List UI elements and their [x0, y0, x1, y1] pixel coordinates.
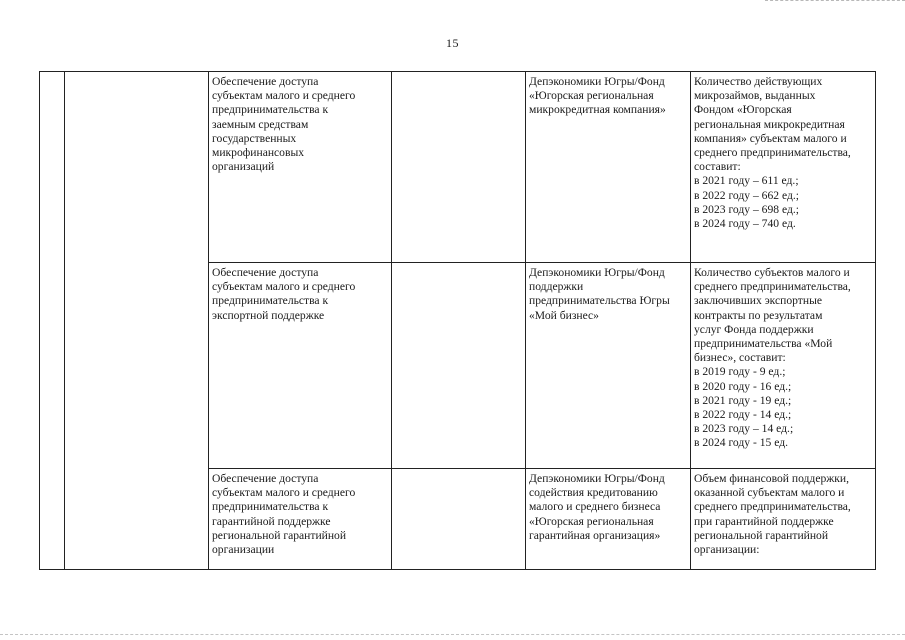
result-cell: [691, 469, 876, 570]
result-year-item: в 2022 году – 662 ед.;: [694, 188, 799, 202]
result-year-item: в 2022 году - 14 ед.;: [694, 408, 792, 422]
result-year-item: в 2020 году - 16 ед.;: [694, 379, 792, 393]
task-column-cell: [65, 72, 209, 570]
executor-cell: [526, 263, 691, 469]
executor-text: Депэкономики Югры/Фонд «Югорская региональная микрокредитная компания»: [529, 75, 666, 117]
result-year-item: в 2024 году - 15 ед.: [694, 436, 789, 450]
result-intro-text: Объем финансовой поддержки, оказанной субъектам малого и среднего предпринимательства, при гарантийной поддержке региональной гарантийной организации:: [694, 472, 851, 557]
executor-text: Депэкономики Югры/Фонд поддержки предпринимательства Югры «Мой бизнес»: [529, 266, 670, 322]
result-cell: [691, 263, 876, 469]
page-number: 15: [446, 36, 459, 50]
result-year-item: в 2024 году – 740 ед.: [694, 217, 796, 231]
measure-text: Обеспечение доступа субъектам малого и среднего предпринимательства к заемным средствам государственных микрофинансовых организаций: [212, 75, 356, 174]
scan-edge-bottom: [0, 634, 905, 636]
empty-cell: [392, 263, 526, 469]
executor-cell: [526, 72, 691, 263]
measures-table: [39, 71, 876, 570]
result-year-item: в 2021 году - 19 ед.;: [694, 393, 792, 407]
empty-cell: [392, 469, 526, 570]
scan-edge-top: [765, 0, 905, 2]
measure-cell: [209, 469, 392, 570]
table-row: [40, 72, 876, 263]
measure-cell: [209, 72, 392, 263]
executor-text: Депэкономики Югры/Фонд содействия кредитованию малого и среднего бизнеса «Югорская региональная гарантийная организация»: [529, 472, 665, 542]
result-years-list: [694, 365, 872, 450]
result-intro-text: Количество субъектов малого и среднего предпринимательства, заключивших экспортные контракты по результатам услуг Фонда поддержки предпринимательства «Мой бизнес», составит:: [694, 266, 851, 365]
result-year-item: в 2019 году - 9 ед.;: [694, 365, 786, 379]
result-year-item: в 2023 году – 14 ед.;: [694, 422, 794, 436]
empty-cell: [392, 72, 526, 263]
result-year-item: в 2021 году – 611 ед.;: [694, 174, 799, 188]
result-cell: [691, 72, 876, 263]
result-years-list: [694, 174, 872, 231]
measure-text: Обеспечение доступа субъектам малого и среднего предпринимательства к экспортной поддержке: [212, 266, 356, 322]
measure-text: Обеспечение доступа субъектам малого и среднего предпринимательства к гарантийной поддержке региональной гарантийной организации: [212, 472, 356, 557]
result-year-item: в 2023 году – 698 ед.;: [694, 202, 799, 216]
result-intro-text: Количество действующих микрозаймов, выданных Фондом «Югорская региональная микрокредитная компания» субъектам малого и среднего предпринимательства, составит:: [694, 75, 851, 174]
number-column-cell: [40, 72, 65, 570]
measure-cell: [209, 263, 392, 469]
executor-cell: [526, 469, 691, 570]
